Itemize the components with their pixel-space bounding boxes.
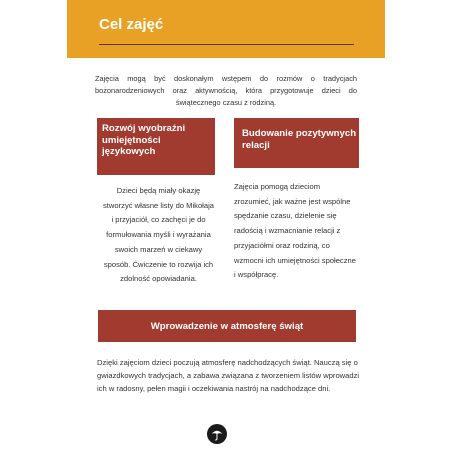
- umbrella-logo-icon: [207, 424, 227, 444]
- section-heading-relations: [234, 118, 359, 168]
- christmas-atmosphere-banner: [98, 310, 356, 342]
- section-text-relations: Zajęcia pomogą dzieciom zrozumieć, jak ważne jest wspólne spędzanie czasu, dzielenie się radością i wzmacnianie relacji z przyjaciółmi oraz rodziną, co wzmocni ich umiejętności społeczne i współpracę.: [234, 182, 356, 280]
- banner-title: Wprowadzenie w atmosferę świąt: [150, 320, 304, 332]
- header-divider: [99, 44, 354, 45]
- section-heading-language: [97, 118, 215, 175]
- header-banner: [67, 0, 385, 58]
- section-heading-relations-label: Budowanie pozytywnych relacji: [242, 128, 357, 151]
- outro-paragraph: Dzięki zajęciom dzieci poczują atmosferę nadchodzących świąt. Nauczą się o gwiazdkowych tradycjach, a zabawa związana z tworzeniem listów wprowadzi ich w radosny, pełen magii i oczekiwania nastrój na nadchodzące dni.: [97, 358, 360, 393]
- section-text-language: Dzieci będą miały okazję stworzyć własne listy do Mikołaja i przyjaciół, co zachęci je do formułowania myśli i wyrażania swoich marzeń w ciekawy sposób. Ćwiczenie to rozwija ich zdolność opowiadania.: [103, 186, 214, 284]
- page-title: Cel zajęć: [99, 16, 164, 33]
- document-page: [67, 0, 385, 452]
- section-heading-language-label: Rozwój wyobraźni umiejętności językowych: [102, 123, 186, 158]
- intro-paragraph: Zajęcia mogą być doskonałym wstępem do rozmów o tradycjach bożonarodzeniowych oraz aktywnością, która przygotowuje dzieci do świątecznego czasu z rodziną.: [95, 74, 357, 107]
